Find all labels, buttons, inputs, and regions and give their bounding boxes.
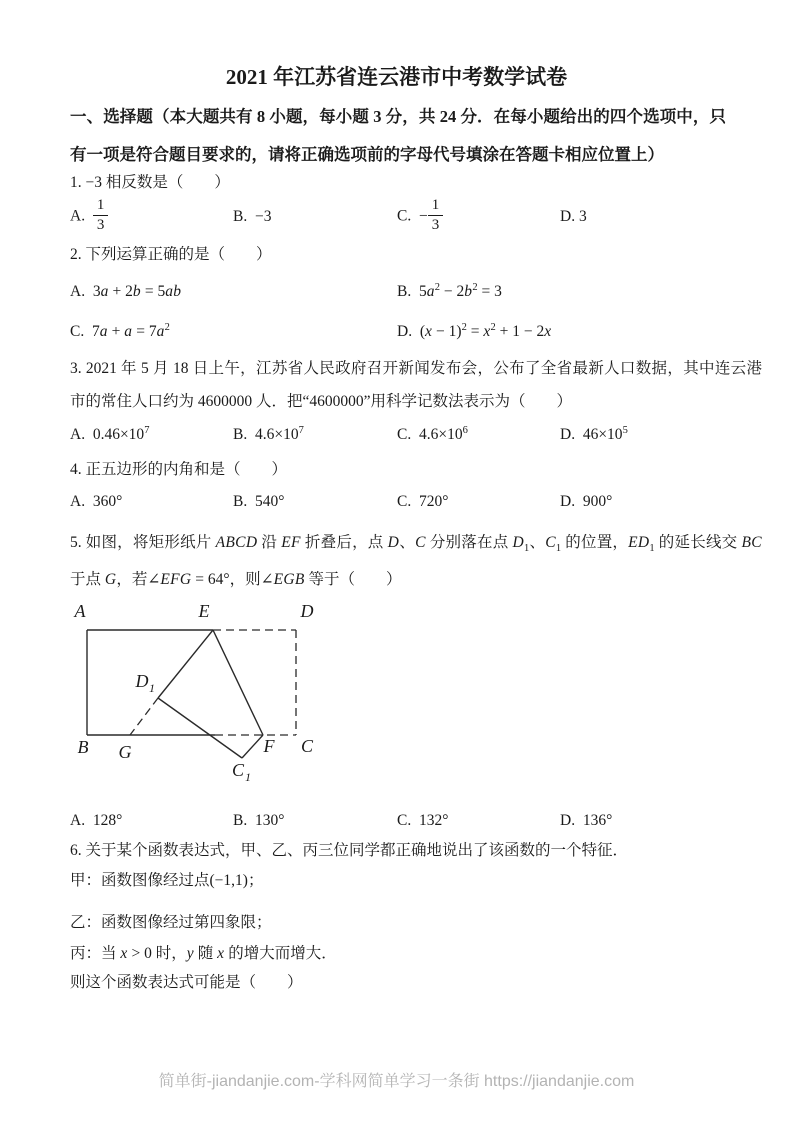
q6-closing: 则这个函数表达式可能是（ ） (70, 974, 303, 991)
q3-stem: 3. 2021 年 5 月 18 日上午，江苏省人民政府召开新闻发布会，公布了全省最新人口数据，其中连云港市的常住人口约为 4600000 人．把“4600000”用科学记数法表示为（ ） (70, 360, 762, 410)
q1-stem: 1. −3 相反数是（ ） (70, 174, 230, 191)
q6-stem: 6. 关于某个函数表达式，甲、乙、丙三位同学都正确地说出了该函数的一个特征． (70, 842, 629, 859)
watermark-footer: 简单街-jiandanjie.com-学科网简单学习一条街 https://jiandanjie.com (158, 1073, 635, 1090)
q1-option-c: C. − $\frac{1}{3}$ (397, 199, 560, 235)
label-D1-subscript: 1 (149, 681, 155, 695)
q5-option-d: D. 136° (560, 812, 613, 829)
label-B: B (77, 737, 89, 757)
q2-stem: 2. 下列运算正确的是（ ） (70, 246, 272, 263)
section-header: 一、选择题（本大题共有 8 小题，每小题 3 分，共 24 分．在每小题给出的四个选项中，只有一项是符合题目要求的，请将正确选项前的字母代号填涂在答题卡相应位置上） (70, 107, 726, 164)
label-E: E (198, 601, 210, 621)
label-D1: D (135, 671, 149, 691)
figure-labels (74, 601, 314, 784)
q3-option-d: D. $46\times 10^5$ (560, 424, 628, 443)
q2-option-a: A. 3a + 2b = 5ab (70, 283, 182, 300)
q5-option-b: B. 130° (233, 812, 285, 829)
segment-D1-G-dashed (130, 698, 158, 735)
q4-option-a: A. 360° (70, 493, 123, 510)
q3-options (70, 423, 730, 447)
label-A: A (74, 601, 86, 621)
q5-option-c: C. 132° (397, 812, 449, 829)
q3-option-a: A. $0.46\times 10^7$ (70, 424, 150, 443)
q5-stem: 5. 如图，将矩形纸片 ABCD 沿 EF 折叠后，点 D、C 分别落在点 $D_1$、$C_1$ 的位置，$ED_1$ 的延长线交 BC 于点 G，若∠EFG = 64°，则∠EGB 等于（ ） (70, 534, 762, 588)
q6-statement-bing: 丙：当 x > 0 时，y 随 x 的增大而增大． (70, 945, 337, 962)
q2-options-row1 (70, 280, 730, 304)
q5-option-a: A. 128° (70, 812, 123, 829)
segment-E-D1 (158, 630, 213, 698)
label-D: D (300, 601, 314, 621)
label-C1: C (231, 760, 245, 780)
q4-stem: 4. 正五边形的内角和是（ ） (70, 461, 288, 478)
q1-option-a: A. $\frac{1}{3}$ (70, 199, 233, 235)
q4-option-d: D. 900° (560, 493, 613, 510)
q3-option-b: B. $4.6\times 10^7$ (233, 424, 304, 443)
q2-option-c: C. $7a + a = 7a^2$ (70, 321, 170, 340)
segment-D1-C1 (158, 698, 242, 758)
label-F: F (263, 736, 275, 756)
segment-C1-F (242, 735, 263, 758)
q2-options-row2 (70, 320, 730, 344)
q6-statement-yi: 乙：函数图像经过第四象限； (70, 914, 272, 931)
fold-line-EF (213, 630, 263, 735)
q4-option-b: B. 540° (233, 493, 285, 510)
q3-option-c: C. $4.6\times 10^6$ (397, 424, 468, 443)
q4-options (70, 490, 730, 514)
q5-options (70, 809, 730, 833)
q1-option-b: B. −3 (233, 208, 272, 225)
q2-option-d: D. $(x - 1)^2 = x^2 + 1 - 2x$ (397, 321, 552, 340)
q5-fold-figure (55, 595, 325, 790)
label-C1-subscript: 1 (245, 770, 251, 784)
q6-statement-jia: 甲：函数图像经过点(−1,1)； (70, 872, 264, 889)
label-C: C (300, 736, 314, 756)
q2-option-b: B. $5a^2 - 2b^2 = 3$ (397, 281, 502, 300)
label-G: G (118, 742, 132, 762)
q4-option-c: C. 720° (397, 493, 449, 510)
figure-solid-lines (87, 630, 263, 758)
page-title: 2021 年江苏省连云港市中考数学试卷 (225, 65, 568, 89)
q1-option-d: D. 3 (560, 208, 587, 225)
q1-options (70, 192, 730, 242)
